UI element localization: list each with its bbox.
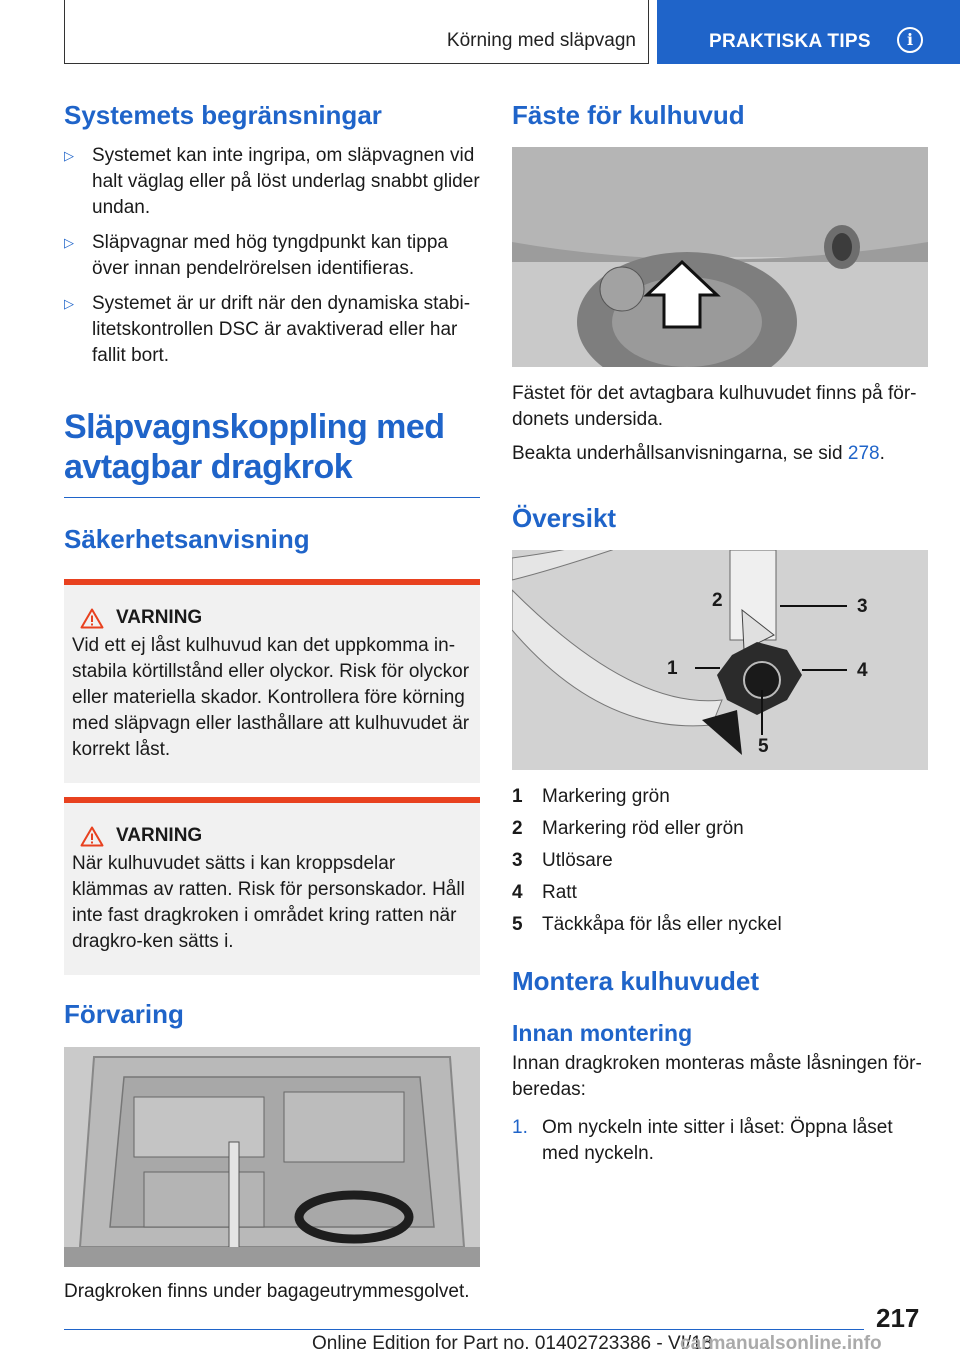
overview-legend [512, 784, 928, 938]
list-item: 2 Markering röd eller grön [512, 818, 744, 840]
header-section-title: Körning med släpvagn [446, 30, 636, 51]
warning-text: Vid ett ej låst kulhuvud kan det uppkomma in-stabila körtillstånd eller olyckor. Risk för olyckor eller materiella skador. Kontrollera före körning med släpvagn eller lasthållare att kulhuvudet är korrekt låst. [72, 635, 470, 761]
warning-triangle-icon [80, 826, 104, 847]
left-column [64, 100, 480, 1305]
watermark: carmanualsonline.info [680, 1333, 882, 1354]
storage-heading: Förvaring [64, 999, 184, 1030]
warning-text: När kulhuvudet sätts i kan kroppsdelar klämmas av ratten. Risk för personskador. Håll inte fast dragkroken i området kring ratten när dragkro-ken sätts i. [72, 853, 465, 953]
list-item: ▷ Släpvagnar med hög tyngdpunkt kan tippa över innan pendelrörelsen identifieras. [64, 232, 448, 280]
before-install-heading: Innan montering [512, 1019, 693, 1046]
mount-location-image [512, 147, 928, 367]
safety-heading: Säkerhetsanvisning [64, 524, 310, 555]
footer-edition: Online Edition for Part no. 01402723386 - VI/18 [312, 1333, 713, 1354]
info-icon: i [897, 27, 923, 53]
header-chapter-tab[interactable] [657, 0, 960, 64]
diagram-label: 4 [857, 660, 868, 682]
install-steps [512, 1115, 928, 1167]
list-item: 1 Markering grön [512, 786, 670, 808]
warning-title: VARNING [116, 607, 203, 629]
diagram-label: 2 [712, 590, 723, 612]
triangle-bullet-icon: ▷ [64, 296, 74, 312]
overview-diagram [512, 550, 928, 770]
list-item: 5 Täckkåpa för lås eller nyckel [512, 914, 782, 936]
warning-title: VARNING [116, 825, 203, 847]
storage-caption: Dragkroken finns under bagageutrymmesgolvet. [64, 1280, 470, 1302]
before-install-text: Innan dragkroken monteras måste låsningen för-beredas: [512, 1052, 922, 1100]
mount-heading: Fäste för kulhuvud [512, 100, 745, 130]
header-section-box [64, 0, 649, 64]
trunk-storage-image [64, 1047, 480, 1267]
right-column [512, 100, 928, 1167]
diagram-label: 3 [857, 596, 868, 618]
mount-text: Fästet för det avtagbara kulhuvudet finns på för-donets undersida. [512, 383, 917, 431]
list-item: 4 Ratt [512, 882, 577, 904]
diagram-label: 5 [758, 736, 769, 758]
warning-box [64, 579, 480, 783]
maintenance-text: Beakta underhållsanvisningarna, se sid 278. [512, 443, 885, 465]
list-item: ▷ Systemet kan inte ingripa, om släpvagnen vid halt väglag eller på löst underlag snabbt glider undan. [64, 145, 480, 219]
triangle-bullet-icon: ▷ [64, 235, 74, 251]
install-heading: Montera kulhuvudet [512, 966, 760, 997]
diagram-label: 1 [667, 658, 678, 680]
list-item: 1. Om nyckeln inte sitter i låset: Öppna låset med nyckeln. [512, 1116, 893, 1164]
footer-divider [64, 1329, 864, 1330]
limits-list [64, 143, 480, 369]
page-number: 217 [876, 1303, 920, 1333]
list-item: 3 Utlösare [512, 850, 613, 872]
warning-triangle-icon [80, 608, 104, 629]
list-item: ▷ Systemet är ur drift när den dynamiska stabi-litetskontrollen DSC är avaktiverad eller har fallit bort. [64, 293, 471, 367]
warning-box [64, 797, 480, 975]
limits-heading: Systemets begränsningar [64, 100, 382, 130]
chapter-heading: Släpvagnskoppling med avtagbar dragkrok [64, 407, 480, 498]
overview-heading: Översikt [512, 503, 617, 534]
triangle-bullet-icon: ▷ [64, 148, 74, 164]
page-reference-link[interactable]: 278 [847, 443, 880, 465]
header-chapter-title: PRAKTISKA TIPS [709, 31, 871, 52]
